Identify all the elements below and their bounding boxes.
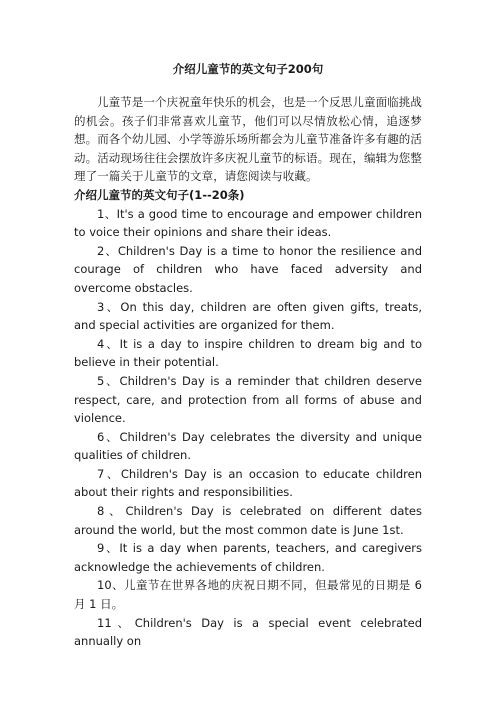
list-item: 10、儿童节在世界各地的庆祝日期不同，但最常见的日期是 6 月 1 日。: [74, 578, 422, 612]
list-item: 1、It's a good time to encourage and empower children to voice their opinions and share their ideas.: [74, 206, 422, 240]
list-item: 8、Children's Day is celebrated on different dates around the world, but the most common date is June 1st.: [74, 504, 422, 537]
list-item: 6、Children's Day celebrates the diversity and unique qualities of children.: [74, 429, 422, 463]
section-heading: 介绍儿童节的英文句子(1--20条): [74, 187, 245, 202]
list-item: 11、Children's Day is a special event celebrated annually on: [74, 615, 422, 649]
document-title: 介绍儿童节的英文句子200句: [172, 62, 324, 76]
list-item: 4、It is a day to inspire children to dream big and to believe in their potential.: [74, 336, 422, 370]
intro-paragraph: 儿童节是一个庆祝童年快乐的机会，也是一个反思儿童面临挑战的机会。孩子们非常喜欢儿童节，他们可以尽情放松心情，追逐梦想。而各个幼儿园、小学等游乐场所都会为儿童节准备许多有趣的活动。活动现场往往会摆放许多庆祝儿童节的标语。现在，编辑为您整理了一篇关于儿童节的文章，请您阅读与收藏。: [74, 95, 422, 184]
list-item: 2、Children's Day is a time to honor the resilience and courage of children who have faced adversity and overcome obstacles.: [74, 243, 422, 295]
list-item: 5、Children's Day is a reminder that children deserve respect, care, and protection from all forms of abuse and violence.: [74, 373, 422, 426]
list-item: 7、Children's Day is an occasion to educate children about their rights and responsibilities.: [74, 466, 422, 500]
list-item: 9、It is a day when parents, teachers, and caregivers acknowledge the achievements of children.: [74, 541, 422, 574]
list-item: 3、On this day, children are often given gifts, treats, and special activities are organized for them.: [74, 299, 422, 333]
